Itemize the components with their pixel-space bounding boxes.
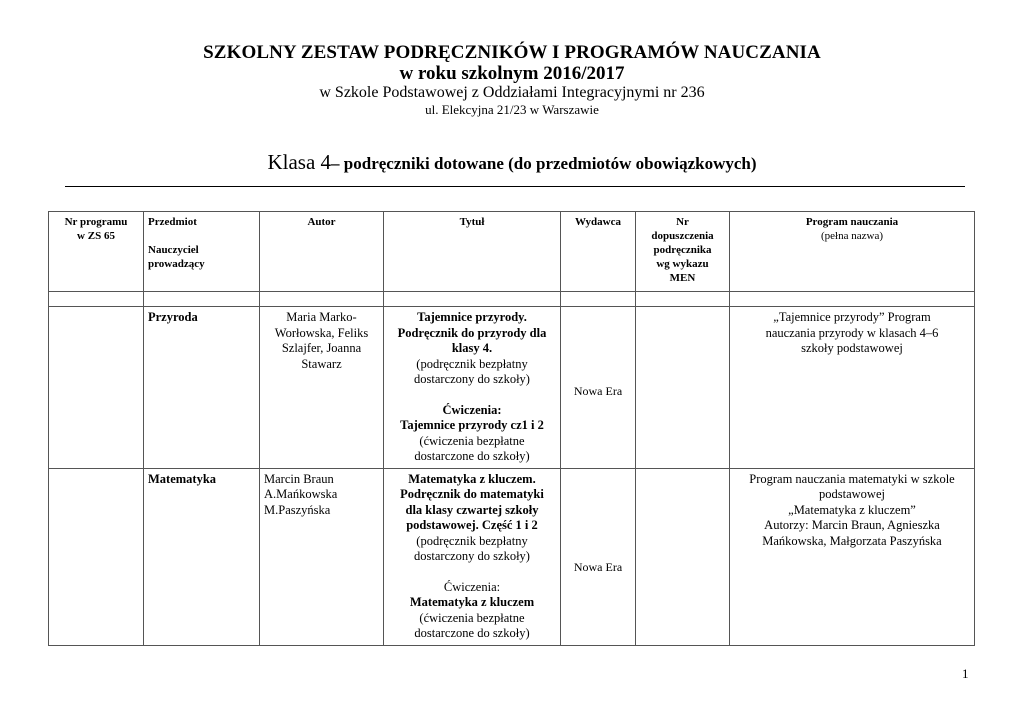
program-line: nauczania przyrody w klasach 4–6 <box>765 325 939 340</box>
program-line: Autorzy: Marcin Braun, Agnieszka <box>764 518 940 532</box>
title-cell <box>384 307 561 469</box>
header-text: prowadzący <box>148 258 205 270</box>
class-heading <box>0 150 1024 175</box>
table-header-row <box>49 212 975 292</box>
header-text: wg wykazu <box>656 258 709 270</box>
header-text: podręcznika <box>653 244 712 256</box>
header-author: Autor <box>260 212 384 292</box>
title-line: Matematyka z kluczem. <box>408 471 536 486</box>
heading-divider <box>65 186 965 187</box>
header-text: Nr programu <box>64 216 128 228</box>
program-line: podstawowej <box>819 487 885 501</box>
class-label: Klasa 4 <box>267 150 332 174</box>
page-number: 1 <box>962 666 969 681</box>
program-cell <box>730 468 975 645</box>
program-number-cell <box>49 468 144 645</box>
header-program <box>730 212 975 292</box>
header-text: MEN <box>669 272 696 284</box>
program-number-cell <box>49 307 144 469</box>
title-line: podstawowej. Część 1 i 2 <box>406 518 538 532</box>
program-line: szkoły podstawowej <box>801 341 903 355</box>
subject-cell: Matematyka <box>144 468 260 645</box>
exercise-title: Matematyka z kluczem <box>409 595 535 609</box>
school-year: w roku szkolnym 2016/2017 <box>399 63 625 84</box>
title-cell <box>384 468 561 645</box>
document-title: SZKOLNY ZESTAW PODRĘCZNIKÓW I PROGRAMÓW NAUCZANIA <box>203 42 821 63</box>
class-description: – podręczniki dotowane (do przedmiotów obowiązkowych) <box>331 154 757 173</box>
author-line: Marcin Braun <box>264 471 334 486</box>
author-line: Szlajfer, Joanna <box>281 341 362 355</box>
program-line: Mańkowska, Małgorzata Paszyńska <box>762 533 942 548</box>
exercise-note: (ćwiczenia bezpłatne <box>419 433 525 448</box>
author-line: M.Paszyńska <box>264 502 331 517</box>
document-header <box>0 42 1024 117</box>
table-row <box>49 307 975 469</box>
approval-number-cell <box>636 468 730 645</box>
header-title: Tytuł <box>384 212 561 292</box>
exercise-note: dostarczone do szkoły) <box>414 626 530 640</box>
title-line: Tajemnice przyrody. <box>417 310 527 324</box>
author-cell <box>260 468 384 645</box>
header-text: Program nauczania <box>805 216 899 228</box>
header-text: Przedmiot <box>148 216 197 228</box>
approval-number-cell <box>636 307 730 469</box>
title-note: dostarczony do szkoły) <box>414 549 530 563</box>
school-name: w Szkole Podstawowej z Oddziałami Integracyjnymi nr 236 <box>319 84 705 101</box>
exercise-note: dostarczone do szkoły) <box>414 449 530 463</box>
title-note: (podręcznik bezpłatny <box>416 533 528 548</box>
table-spacer-row <box>49 292 975 307</box>
header-text: Nauczyciel <box>148 244 199 256</box>
author-line: Stawarz <box>301 356 342 371</box>
author-line: A.Mańkowska <box>264 487 338 501</box>
table-row <box>49 468 975 645</box>
header-subject <box>144 212 260 292</box>
title-note: dostarczony do szkoły) <box>414 372 530 386</box>
title-note: (podręcznik bezpłatny <box>416 356 528 371</box>
author-line: Worłowska, Feliks <box>274 325 369 340</box>
program-cell <box>730 307 975 469</box>
publisher-cell: Nowa Era <box>561 468 636 645</box>
publisher-cell: Nowa Era <box>561 307 636 469</box>
exercise-title: Tajemnice przyrody cz1 i 2 <box>400 418 544 432</box>
header-text: (pełna nazwa) <box>821 230 883 242</box>
author-cell <box>260 307 384 469</box>
title-line: Podręcznik do matematyki <box>400 487 544 501</box>
program-line: Program nauczania matematyki w szkole <box>749 471 955 486</box>
header-text: dopuszczenia <box>651 230 714 242</box>
header-text: w ZS 65 <box>77 230 115 242</box>
header-approval-number <box>636 212 730 292</box>
program-line: „Tajemnice przyrody” Program <box>773 310 931 324</box>
header-program-number <box>49 212 144 292</box>
textbook-table <box>48 211 975 646</box>
header-publisher: Wydawca <box>561 212 636 292</box>
school-address: ul. Elekcyjna 21/23 w Warszawie <box>425 102 599 117</box>
title-line: Podręcznik do przyrody dla <box>397 325 547 340</box>
title-line: klasy 4. <box>451 341 493 355</box>
exercise-label: Ćwiczenia: <box>442 402 502 417</box>
author-line: Maria Marko- <box>286 310 357 324</box>
exercise-note: (ćwiczenia bezpłatne <box>419 610 525 625</box>
subject-cell: Przyroda <box>144 307 260 469</box>
exercise-label: Ćwiczenia: <box>443 579 501 594</box>
title-line: dla klasy czwartej szkoły <box>405 502 539 517</box>
header-text: Nr <box>676 216 689 228</box>
program-line: „Matematyka z kluczem” <box>788 502 916 517</box>
